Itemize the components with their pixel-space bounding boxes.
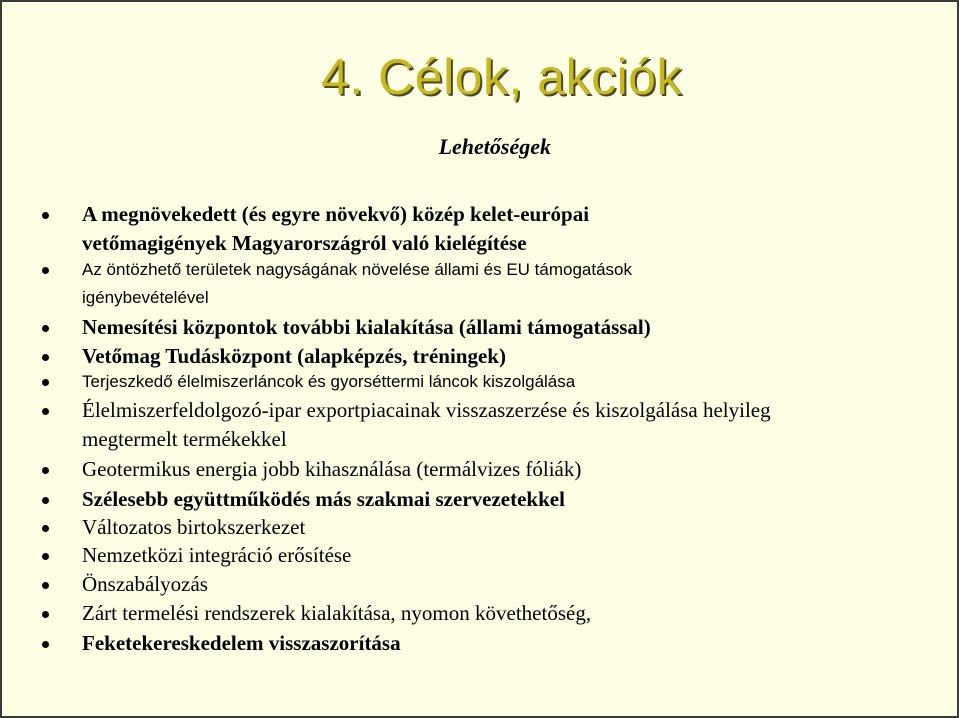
list-item-text: Önszabályozás bbox=[82, 572, 208, 596]
slide-title: 4. Célok, akciók bbox=[321, 49, 682, 105]
list-item-text: Vetőmag Tudásközpont (alapképzés, tréningek) bbox=[82, 344, 506, 368]
list-item-text: Szélesebb együttműködés más szakmai szervezetekkel bbox=[82, 487, 565, 511]
bullet-dot-icon bbox=[42, 408, 49, 415]
list-item-text-continued: igénybevételével bbox=[82, 288, 209, 307]
list-item-text-continued: vetőmagigények Magyarországról való kielégítése bbox=[82, 231, 527, 255]
list-item-text-continued: megtermelt termékekkel bbox=[82, 427, 287, 451]
bullet-dot-icon bbox=[42, 325, 49, 332]
list-item-text: Zárt termelési rendszerek kialakítása, nyomon követhetőség, bbox=[82, 601, 592, 625]
bullet-dot-icon bbox=[42, 611, 49, 618]
bullet-dot-icon bbox=[42, 379, 49, 386]
list-item-text: Az öntözhető területek nagyságának növelése állami és EU támogatások bbox=[82, 260, 632, 279]
bullet-dot-icon bbox=[42, 582, 49, 589]
list-item-text: Nemzetközi integráció erősítése bbox=[82, 543, 352, 567]
bullet-dot-icon bbox=[42, 497, 49, 504]
list-item-text: Változatos birtokszerkezet bbox=[82, 515, 306, 539]
list-item-text: Nemesítési központok további kialakítása (állami támogatással) bbox=[82, 315, 651, 339]
list-item-text: Feketekereskedelem visszaszorítása bbox=[82, 631, 401, 655]
slide-subtitle: Lehetőségek bbox=[438, 134, 551, 159]
bullet-dot-icon bbox=[42, 354, 49, 361]
bullet-dot-icon bbox=[42, 267, 49, 274]
bullet-dot-icon bbox=[42, 525, 49, 532]
bullet-dot-icon bbox=[42, 553, 49, 560]
list-item-text: Élelmiszerfeldolgozó-ipar exportpiacainak visszaszerzése és kiszolgálása helyileg bbox=[82, 398, 771, 422]
list-item-text: A megnövekedett (és egyre növekvő) közép kelet-európai bbox=[82, 202, 590, 226]
list-item-text: Geotermikus energia jobb kihasználása (termálvizes fóliák) bbox=[82, 457, 582, 481]
bullet-dot-icon bbox=[42, 212, 49, 219]
bullet-dot-icon bbox=[42, 467, 49, 474]
list-item-text: Terjeszkedő élelmiszerláncok és gyorséttermi láncok kiszolgálása bbox=[82, 372, 576, 391]
bullet-dot-icon bbox=[42, 641, 49, 648]
